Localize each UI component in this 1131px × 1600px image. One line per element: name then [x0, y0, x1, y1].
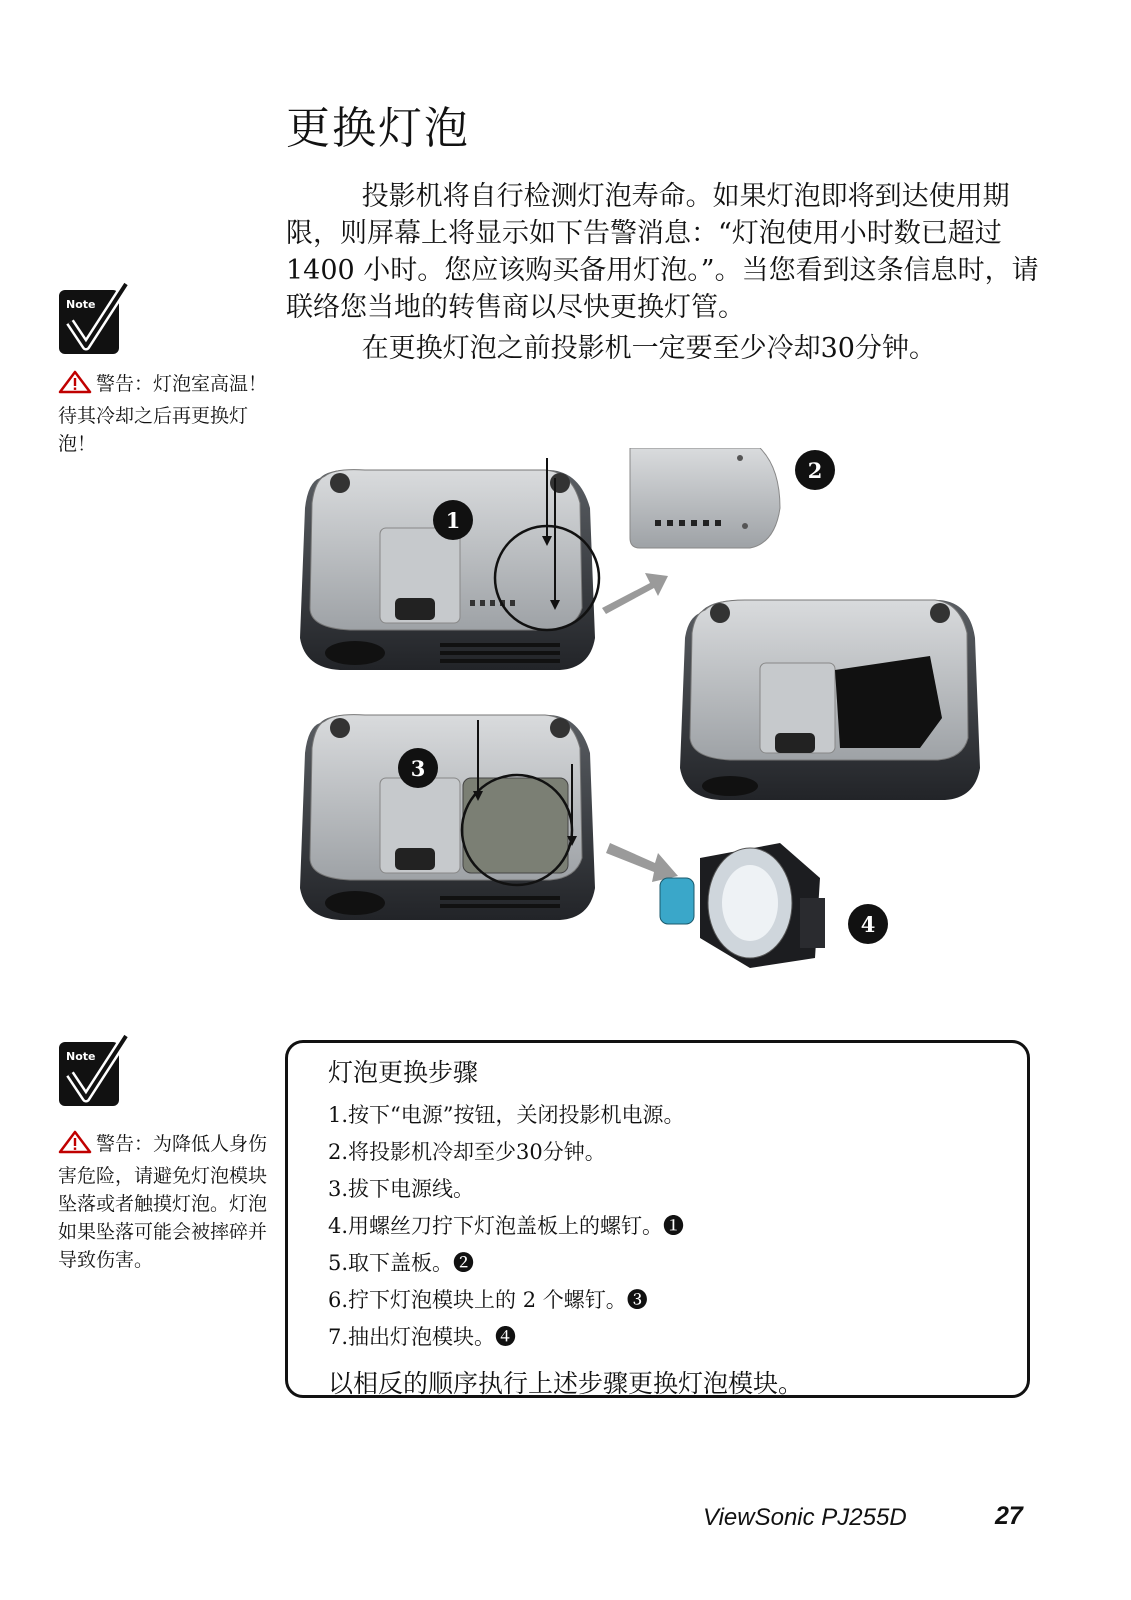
- lamp-module: [660, 843, 825, 968]
- step-item: 4.用螺丝刀拧下灯泡盖板上的螺钉。❶: [328, 1214, 685, 1238]
- steps-footer: 以相反的顺序执行上述步骤更换灯泡模块。: [328, 1369, 804, 1398]
- step-item: 3.拔下电源线。: [328, 1177, 475, 1201]
- callout-1: 1: [433, 500, 473, 540]
- lamp-cover-step-2: [630, 448, 780, 548]
- warning-triangle-icon: [58, 370, 92, 402]
- projector-step-1: [300, 458, 599, 670]
- page-number: 27: [995, 1502, 1023, 1530]
- step-item: 2.将投影机冷却至少30分钟。: [328, 1140, 606, 1164]
- side-warning-2-text: 警告：为降低人身伤害危险，请避免灯泡模块坠落或者触摸灯泡。灯泡如果坠落可能会被摔碎并导致伤害。: [58, 1133, 268, 1271]
- projector-open: [680, 600, 980, 800]
- step-item: 1.按下“电源”按钮，关闭投影机电源。: [328, 1103, 685, 1127]
- arrow-to-step-2: [602, 573, 668, 614]
- side-warning-2: [58, 1130, 284, 1274]
- page-title: 更换灯泡: [286, 103, 470, 154]
- note-badge-icon: [58, 282, 128, 360]
- lamp-replacement-illustration: [280, 448, 1000, 1008]
- side-warning-1: [58, 370, 276, 458]
- step-item: 7.抽出灯泡模块。❹: [328, 1325, 517, 1349]
- callout-3: 3: [398, 748, 438, 788]
- step-item: 6.拧下灯泡模块上的 2 个螺钉。❸: [328, 1288, 648, 1312]
- intro-paragraph-1: 投影机将自行检测灯泡寿命。如果灯泡即将到达使用期限，则屏幕上将显示如下告警消息：“灯泡使用小时数已超过1400 小时。您应该购买备用灯泡。”。当您看到这条信息时，请联络您当地的转售商以尽快更换灯管。: [286, 181, 1039, 323]
- note-badge-icon: [58, 1034, 128, 1112]
- steps-list: [328, 1097, 1027, 1356]
- side-warning-1-text: 警告：灯泡室高温！待其冷却之后再更换灯泡！: [58, 373, 268, 455]
- note-badge-label: Note: [66, 298, 96, 311]
- intro-paragraph-2: 在更换灯泡之前投影机一定要至少冷却30分钟。: [361, 333, 936, 364]
- callout-4: 4: [848, 904, 888, 944]
- note-badge-label: Note: [66, 1050, 96, 1063]
- lamp-replacement-steps-box: [285, 1040, 1030, 1398]
- warning-triangle-icon: [58, 1130, 92, 1162]
- projector-step-3: [300, 715, 595, 920]
- steps-title: 灯泡更换步骤: [328, 1058, 479, 1087]
- arrow-to-step-4: [606, 843, 678, 882]
- intro-text: [286, 178, 1046, 367]
- step-item: 5.取下盖板。❷: [328, 1251, 475, 1275]
- footer-brand: ViewSonic PJ255D: [703, 1504, 907, 1531]
- callout-2: 2: [795, 450, 835, 490]
